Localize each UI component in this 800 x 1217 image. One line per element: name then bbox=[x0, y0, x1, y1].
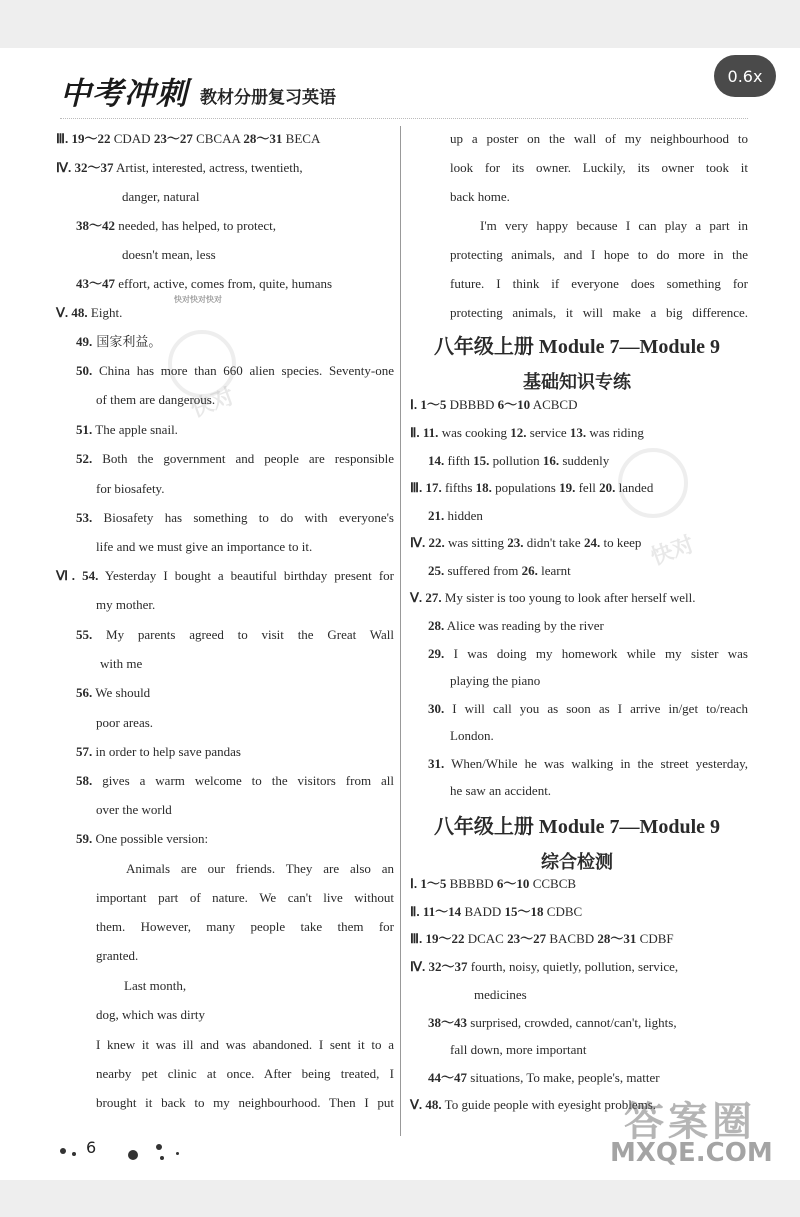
question-number: Ⅵ. 54. bbox=[56, 568, 99, 583]
question-number: Ⅰ. 1～5 bbox=[410, 876, 447, 891]
answer-text: Artist, interested, actress, twentieth, bbox=[113, 160, 303, 175]
question-number: 44～47 bbox=[428, 1070, 468, 1085]
question-number: 23. bbox=[507, 535, 524, 550]
answer-text: CBCAA bbox=[192, 131, 244, 146]
answer-text: brought it back to my neighbourhood. Then I put bbox=[96, 1095, 394, 1110]
answer-text: Yesterday I bought a beautiful birthday present for bbox=[98, 568, 394, 583]
answer-text: pollution bbox=[489, 453, 543, 468]
question-number: 23～27 bbox=[153, 131, 193, 146]
answer-text: situations, To make, people's, matter bbox=[467, 1070, 660, 1085]
question-number: Ⅱ. 11～14 bbox=[410, 904, 462, 919]
answer-text: of them are dangerous. bbox=[96, 392, 216, 407]
answer-text: 国家利益。 bbox=[92, 335, 162, 350]
answer-text: effort, active, comes from, quite, humans bbox=[115, 276, 333, 291]
question-number: 28～31 bbox=[597, 931, 637, 946]
watermark-text: 快对 bbox=[187, 384, 238, 423]
answer-text: service bbox=[526, 425, 570, 440]
question-number: 19. bbox=[559, 480, 576, 495]
answer-text: up a poster on the wall of my neighbourhood to bbox=[450, 131, 748, 146]
footer-dot bbox=[156, 1144, 162, 1150]
question-number: Ⅴ. 27. bbox=[410, 590, 442, 605]
answer-line bbox=[410, 396, 577, 414]
answer-text: To guide people with eyesight problems. bbox=[441, 1097, 657, 1112]
answer-line bbox=[450, 782, 551, 800]
answer-text: One possible version: bbox=[92, 831, 209, 846]
question-number: 57. bbox=[76, 744, 93, 759]
question-number: 26. bbox=[521, 563, 538, 578]
answer-line bbox=[124, 977, 186, 995]
answer-line bbox=[428, 617, 604, 635]
question-number: 14. bbox=[428, 453, 445, 468]
footer-dot bbox=[128, 1150, 138, 1160]
answer-text: CDBC bbox=[543, 904, 583, 919]
question-number: Ⅱ. 11. bbox=[410, 425, 439, 440]
answer-text: China has more than 660 alien species. Seventy-one bbox=[92, 363, 394, 378]
question-number: 12. bbox=[510, 425, 527, 440]
section-subtitle-2: 综合检测 bbox=[541, 852, 613, 873]
answer-line bbox=[474, 986, 527, 1004]
question-number: 15～18 bbox=[504, 904, 544, 919]
answer-line bbox=[96, 480, 164, 498]
answer-text: Biosafety has something to do with everyone's bbox=[92, 510, 394, 525]
answer-line bbox=[76, 509, 394, 527]
answer-text: he saw an accident. bbox=[450, 783, 552, 798]
answer-line bbox=[410, 903, 582, 921]
answer-line bbox=[76, 450, 394, 468]
answer-text: protecting animals, and I hope to do more in the bbox=[450, 247, 748, 262]
answer-text: danger, natural bbox=[122, 189, 200, 204]
answer-line bbox=[410, 424, 644, 442]
answer-line bbox=[96, 714, 153, 732]
question-number: Ⅳ. 32～37 bbox=[56, 160, 114, 175]
answer-line bbox=[76, 362, 394, 380]
answer-text: I will call you as soon as I arrive in/get to/reach bbox=[444, 701, 748, 716]
question-number: 51. bbox=[76, 422, 93, 437]
answer-text: I'm very happy because I can play a part in bbox=[480, 218, 748, 233]
question-number: 38～42 bbox=[76, 218, 116, 233]
answer-line bbox=[126, 860, 394, 878]
answer-text: nearby pet clinic at once. After being treated, I bbox=[96, 1066, 394, 1081]
answer-line bbox=[450, 159, 748, 177]
answer-line bbox=[122, 246, 216, 264]
answer-text: important part of nature. We can't live without bbox=[96, 890, 394, 905]
answer-text: life and we must give an importance to it. bbox=[96, 539, 313, 554]
answer-line bbox=[76, 772, 394, 790]
question-number: Ⅳ. 22. bbox=[410, 535, 445, 550]
answer-text: CDAD bbox=[110, 131, 154, 146]
answer-line bbox=[96, 1006, 205, 1024]
answer-text: over the world bbox=[96, 802, 172, 817]
book-subtitle: 教材分册复习英语 bbox=[200, 88, 336, 108]
answer-text: My parents agreed to visit the Great Wall bbox=[92, 627, 394, 642]
answer-line bbox=[428, 507, 483, 525]
question-number: 50. bbox=[76, 363, 93, 378]
answer-text: granted. bbox=[96, 948, 139, 963]
answer-line bbox=[450, 275, 748, 293]
bottom-bar bbox=[0, 1180, 800, 1217]
answer-line bbox=[100, 655, 142, 673]
answer-text: was riding bbox=[586, 425, 644, 440]
answer-line bbox=[428, 1069, 660, 1087]
answer-text: I was doing my homework while my sister was bbox=[444, 646, 748, 661]
playback-speed-badge[interactable]: 0.6x bbox=[714, 55, 776, 97]
answer-line bbox=[450, 727, 494, 745]
answer-line bbox=[428, 755, 748, 773]
answer-text: BACBD bbox=[546, 931, 598, 946]
answer-line bbox=[76, 684, 150, 702]
question-number: 23～27 bbox=[507, 931, 547, 946]
question-number: 30. bbox=[428, 701, 445, 716]
question-number: 21. bbox=[428, 508, 445, 523]
site-watermark-cn: 答案圈 bbox=[624, 1099, 756, 1145]
section-subtitle-1: 基础知识专练 bbox=[523, 372, 631, 393]
answer-line bbox=[76, 275, 332, 293]
question-number: 16. bbox=[542, 453, 560, 468]
answer-line bbox=[480, 217, 748, 235]
question-number: Ⅰ. 1～5 bbox=[410, 397, 447, 412]
answer-line bbox=[410, 1096, 656, 1114]
answer-text: fall down, more important bbox=[450, 1042, 587, 1057]
answer-line bbox=[96, 1036, 394, 1054]
answer-text: When/While he was walking in the street yesterday, bbox=[444, 756, 748, 771]
answer-text: with me bbox=[100, 656, 143, 671]
answer-line bbox=[410, 589, 695, 607]
answer-line bbox=[96, 1094, 394, 1112]
answer-text: Both the government and people are responsible bbox=[92, 451, 394, 466]
answer-text: DBBBD bbox=[446, 397, 498, 412]
question-number: 58. bbox=[76, 773, 93, 788]
question-number: 59. bbox=[76, 831, 93, 846]
answer-text: BECA bbox=[282, 131, 321, 146]
question-number: 28～31 bbox=[243, 131, 283, 146]
answer-line bbox=[96, 596, 155, 614]
answer-text: to keep bbox=[600, 535, 642, 550]
answer-text: CDBF bbox=[636, 931, 674, 946]
question-number: Ⅳ. 32～37 bbox=[410, 959, 468, 974]
answer-text: protecting animals, it will make a big difference. bbox=[450, 305, 748, 320]
section-title-1: 八年级上册 Module 7—Module 9 bbox=[433, 336, 721, 358]
top-bar bbox=[0, 0, 800, 48]
question-number: 15. bbox=[473, 453, 490, 468]
answer-text: fourth, noisy, quietly, pollution, service, bbox=[467, 959, 679, 974]
question-number: 53. bbox=[76, 510, 93, 525]
page-header bbox=[60, 68, 336, 113]
question-number: 52. bbox=[76, 451, 93, 466]
answer-text: dog, which was dirty bbox=[96, 1007, 206, 1022]
answer-text: look for its owner. Luckily, its owner took it bbox=[450, 160, 748, 175]
column-divider bbox=[400, 126, 401, 1136]
answer-line bbox=[410, 930, 674, 948]
answer-line bbox=[410, 958, 678, 976]
answer-text: suddenly bbox=[559, 453, 610, 468]
answer-text: fifth bbox=[444, 453, 474, 468]
answer-line bbox=[56, 304, 122, 322]
answer-text: We should bbox=[92, 685, 151, 700]
question-number: 31. bbox=[428, 756, 445, 771]
answer-text: suffered from bbox=[444, 563, 522, 578]
answer-line bbox=[428, 700, 748, 718]
answer-line bbox=[450, 188, 510, 206]
question-number: Ⅴ. 48. bbox=[56, 305, 88, 320]
footer-dot bbox=[176, 1152, 179, 1155]
answer-line bbox=[410, 875, 576, 893]
question-number: 20. bbox=[599, 480, 616, 495]
answer-line bbox=[76, 421, 178, 439]
answer-text: surprised, crowded, cannot/can't, lights, bbox=[467, 1015, 677, 1030]
answer-line bbox=[76, 830, 208, 848]
answer-text: in order to help save pandas bbox=[92, 744, 241, 759]
question-number: 6～10 bbox=[497, 397, 531, 412]
answer-line bbox=[56, 567, 394, 585]
answer-line bbox=[450, 672, 540, 690]
question-number: Ⅲ. 17. bbox=[410, 480, 442, 495]
answer-line bbox=[450, 130, 748, 148]
answer-line bbox=[96, 947, 138, 965]
footer-dot bbox=[60, 1148, 66, 1154]
answer-text: was sitting bbox=[444, 535, 508, 550]
site-watermark-url: MXQE.COM bbox=[610, 1138, 773, 1168]
answer-text: learnt bbox=[537, 563, 571, 578]
answer-line bbox=[96, 538, 312, 556]
answer-text: my mother. bbox=[96, 597, 156, 612]
answer-text: fifths bbox=[441, 480, 476, 495]
footer-dot bbox=[72, 1152, 76, 1156]
question-number: 55. bbox=[76, 627, 93, 642]
question-number: 18. bbox=[475, 480, 492, 495]
question-number: Ⅴ. 48. bbox=[410, 1097, 442, 1112]
question-number: Ⅲ. 19～22 bbox=[56, 131, 111, 146]
answer-line bbox=[428, 645, 748, 663]
answer-line bbox=[76, 217, 276, 235]
question-number: 24. bbox=[583, 535, 601, 550]
answer-text: hidden bbox=[444, 508, 483, 523]
answer-text: didn't take bbox=[523, 535, 584, 550]
watermark-text: 快对 bbox=[647, 532, 698, 571]
question-number: 25. bbox=[428, 563, 445, 578]
answer-text: I knew it was ill and was abandoned. I sent it to a bbox=[96, 1037, 394, 1052]
answer-text: future. I think if everyone does something for bbox=[450, 276, 748, 291]
answer-line bbox=[76, 743, 241, 761]
answer-text: doesn't mean, less bbox=[122, 247, 216, 262]
answer-line bbox=[76, 626, 394, 644]
answer-text: My sister is too young to look after herself well. bbox=[441, 590, 696, 605]
answer-text: fell bbox=[575, 480, 600, 495]
answer-text: needed, has helped, to protect, bbox=[115, 218, 277, 233]
page-number: 6 bbox=[86, 1138, 97, 1157]
answer-text: was cooking bbox=[438, 425, 511, 440]
question-number: 43～47 bbox=[76, 276, 116, 291]
answer-line bbox=[76, 333, 161, 352]
answer-text: for biosafety. bbox=[96, 481, 165, 496]
answer-text: London. bbox=[450, 728, 494, 743]
question-number: 56. bbox=[76, 685, 93, 700]
answer-line bbox=[96, 1065, 394, 1083]
question-number: 6～10 bbox=[496, 876, 530, 891]
answer-text: Last month, bbox=[124, 978, 187, 993]
answer-line bbox=[428, 562, 571, 580]
answer-line bbox=[96, 391, 215, 409]
answer-line bbox=[450, 1041, 586, 1059]
answer-text: poor areas. bbox=[96, 715, 154, 730]
header-rule bbox=[60, 118, 748, 119]
answer-line bbox=[96, 918, 394, 936]
answer-line bbox=[428, 452, 609, 470]
answer-text: Alice was reading by the river bbox=[444, 618, 604, 633]
answer-text: back home. bbox=[450, 189, 510, 204]
question-number: Ⅲ. 19～22 bbox=[410, 931, 465, 946]
answer-text: ACBCD bbox=[530, 397, 578, 412]
answer-line bbox=[96, 889, 394, 907]
answer-text: BBBBD bbox=[446, 876, 497, 891]
answer-text: gives a warm welcome to the visitors from all bbox=[92, 773, 394, 788]
answer-line bbox=[450, 246, 748, 264]
question-number: 28. bbox=[428, 618, 445, 633]
footer-dot bbox=[160, 1156, 164, 1160]
answer-text: them. However, many people take them for bbox=[96, 919, 394, 934]
answer-line bbox=[410, 534, 641, 552]
section-title-2: 八年级上册 Module 7—Module 9 bbox=[433, 816, 721, 838]
question-number: 49. bbox=[76, 334, 93, 349]
answer-text: medicines bbox=[474, 987, 527, 1002]
answer-line bbox=[122, 188, 199, 206]
answer-text: BADD bbox=[461, 904, 505, 919]
answer-text: Eight. bbox=[87, 305, 123, 320]
answer-text: populations bbox=[491, 480, 560, 495]
answer-text: Animals are our friends. They are also an bbox=[126, 861, 394, 876]
answer-line bbox=[56, 159, 303, 177]
question-number: 13. bbox=[569, 425, 587, 440]
answer-text: playing the piano bbox=[450, 673, 541, 688]
answer-line bbox=[450, 304, 748, 322]
answer-line bbox=[428, 1014, 677, 1032]
watermark-text: 快对快对快对 bbox=[174, 295, 222, 304]
question-number: 29. bbox=[428, 646, 445, 661]
document-page bbox=[0, 48, 800, 1180]
answer-line bbox=[410, 479, 653, 497]
answer-text: DCAC bbox=[464, 931, 508, 946]
answer-text: landed bbox=[615, 480, 654, 495]
answer-text: The apple snail. bbox=[92, 422, 178, 437]
question-number: 38～43 bbox=[428, 1015, 468, 1030]
answer-line bbox=[96, 801, 172, 819]
brand-logo: 中考冲刺 bbox=[60, 76, 188, 112]
answer-line bbox=[56, 130, 320, 148]
answer-text: CCBCB bbox=[529, 876, 577, 891]
